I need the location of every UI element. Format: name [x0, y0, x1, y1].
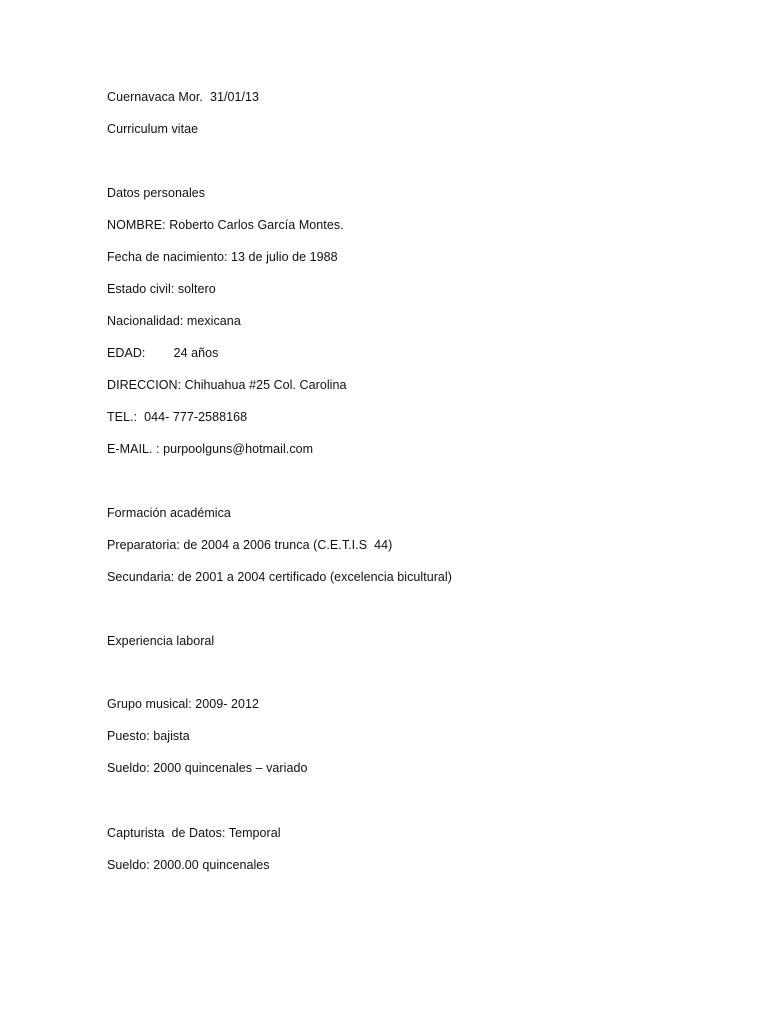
document-title: Curriculum vitae — [107, 122, 199, 136]
personal-email: E-MAIL. : purpoolguns@hotmail.com — [107, 442, 314, 456]
personal-civil-status: Estado civil: soltero — [107, 282, 216, 296]
education-secondary: Secundaria: de 2001 a 2004 certificado (excelencia bicultural) — [107, 570, 452, 584]
personal-address: DIRECCION: Chihuahua #25 Col. Carolina — [107, 378, 347, 392]
section-heading-education: Formación académica — [107, 506, 231, 520]
section-heading-personal: Datos personales — [107, 186, 206, 200]
job1-salary: Sueldo: 2000 quincenales – variado — [107, 761, 308, 775]
personal-name: NOMBRE: Roberto Carlos García Montes. — [107, 218, 344, 232]
job1-position: Puesto: bajista — [107, 729, 190, 743]
personal-birth-date: Fecha de nacimiento: 13 de julio de 1988 — [107, 250, 338, 264]
personal-phone: TEL.: 044- 777-2588168 — [107, 410, 248, 424]
section-heading-experience: Experiencia laboral — [107, 634, 215, 648]
personal-nationality: Nacionalidad: mexicana — [107, 314, 241, 328]
job2-salary: Sueldo: 2000.00 quincenales — [107, 858, 270, 872]
job1-title: Grupo musical: 2009- 2012 — [107, 697, 260, 711]
education-high-school: Preparatoria: de 2004 a 2006 trunca (C.E.T.I.S 44) — [107, 538, 393, 552]
job2-title: Capturista de Datos: Temporal — [107, 826, 281, 840]
personal-age: EDAD: 24 años — [107, 346, 219, 360]
place-date: Cuernavaca Mor. 31/01/13 — [107, 90, 260, 104]
